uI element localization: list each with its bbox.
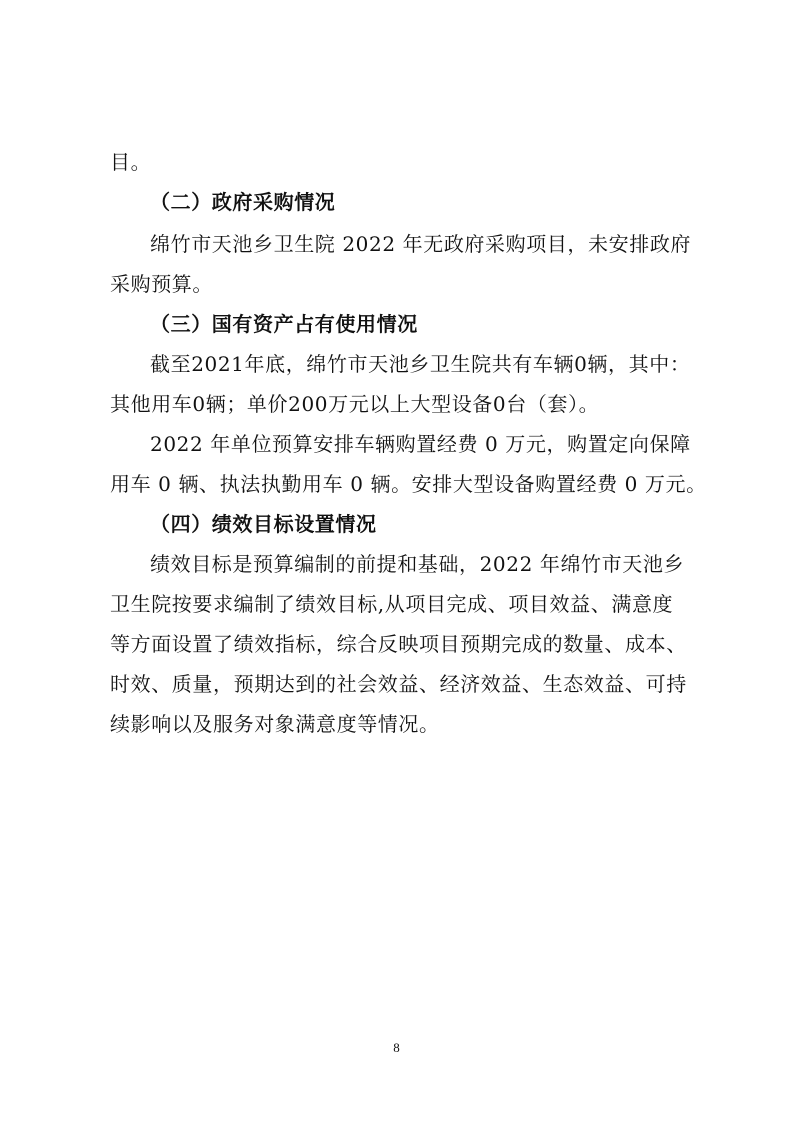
paragraph-line: 用车 0 辆、执法执勤用车 0 辆。安排大型设备购置经费 0 万元。	[110, 472, 707, 496]
section-heading-performance-targets: （四）绩效目标设置情况	[150, 512, 377, 536]
page-number: 8	[393, 1040, 400, 1055]
paragraph-line: 等方面设置了绩效指标，综合反映项目预期完成的数量、成本、	[110, 632, 687, 656]
paragraph-line: 卫生院按要求编制了绩效目标,从项目完成、项目效益、满意度	[110, 592, 674, 616]
paragraph-line: 截至2021年底，绵竹市天池乡卫生院共有车辆0辆，其中：	[150, 352, 691, 376]
paragraph-line: 绩效目标是预算编制的前提和基础，2022 年绵竹市天池乡	[150, 552, 685, 576]
paragraph-line: 续影响以及服务对象满意度等情况。	[110, 712, 440, 736]
text-line-continuation: 目。	[110, 150, 152, 174]
paragraph-line: 2022 年单位预算安排车辆购置经费 0 万元，购置定向保障	[150, 432, 691, 456]
paragraph-line: 绵竹市天池乡卫生院 2022 年无政府采购项目，未安排政府	[150, 232, 692, 256]
section-heading-state-assets: （三）国有资产占有使用情况	[150, 312, 418, 336]
paragraph-line: 采购预算。	[110, 272, 213, 296]
section-heading-government-procurement: （二）政府采购情况	[150, 190, 336, 214]
paragraph-line: 其他用车0辆；单价200万元以上大型设备0台（套）。	[110, 392, 600, 416]
paragraph-line: 时效、质量，预期达到的社会效益、经济效益、生态效益、可持	[110, 672, 687, 696]
